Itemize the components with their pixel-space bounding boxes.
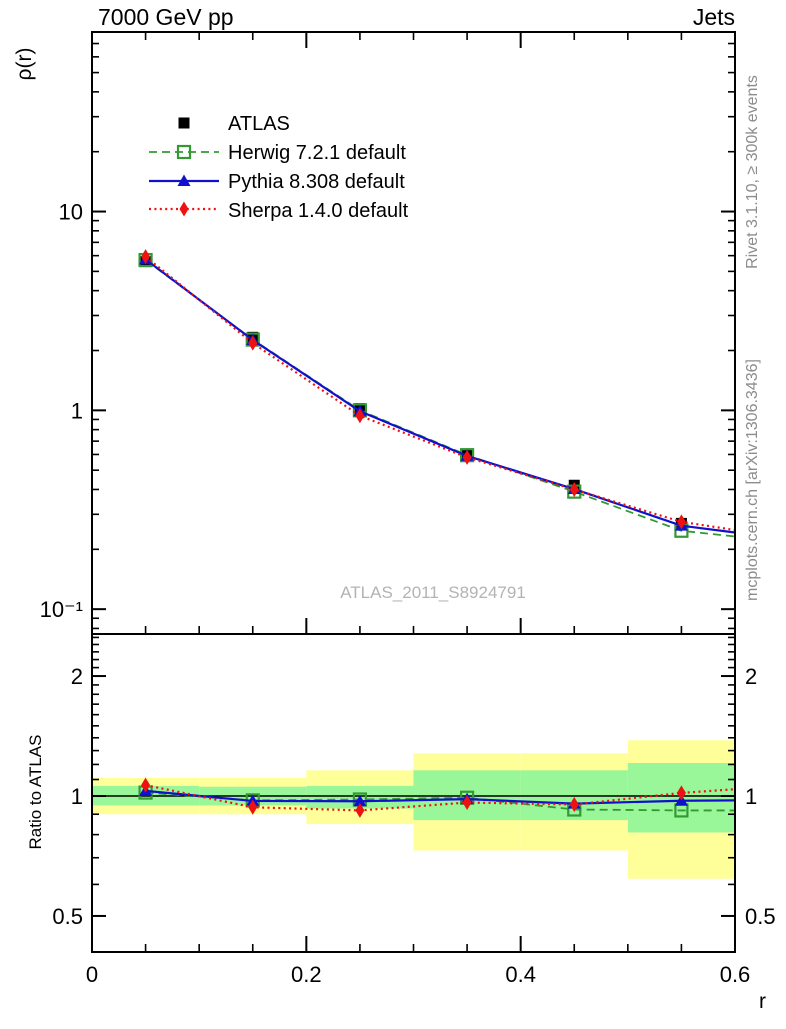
legend-marker-sample xyxy=(180,202,189,217)
ratio-y-axis-label: Ratio to ATLAS xyxy=(26,734,45,850)
x-tick-label: 0.6 xyxy=(719,962,751,987)
legend-marker-sample xyxy=(179,118,190,129)
main-y-axis-label: ρ(r) xyxy=(13,47,36,81)
main-line xyxy=(146,259,735,532)
x-axis-label: r xyxy=(759,990,766,1013)
main-line xyxy=(146,257,735,530)
ratio-y-tick-label-right: 0.5 xyxy=(745,903,776,929)
main-y-tick-label: 10 xyxy=(58,199,83,225)
main-series-atlas xyxy=(140,256,687,529)
legend-label-pythia: Pythia 8.308 default xyxy=(228,171,405,193)
main-y-tick-label: 10⁻¹ xyxy=(39,597,83,623)
main-line xyxy=(146,260,735,536)
legend xyxy=(228,113,409,222)
x-tick-label: 0.2 xyxy=(291,962,322,987)
mcplots-arxiv-note: mcplots.cern.ch [arXiv:1306.3436] xyxy=(744,359,761,601)
legend-label-atlas: ATLAS xyxy=(228,113,290,135)
x-tick-label: 0 xyxy=(85,962,99,987)
ratio-y-tick-label-right: 1 xyxy=(745,784,758,810)
x-tick-label: 0.4 xyxy=(505,962,536,987)
main-series-herwig xyxy=(140,254,735,537)
analysis-watermark: ATLAS_2011_S8924791 xyxy=(340,583,526,602)
legend-samples xyxy=(149,118,219,217)
main-series-pythia xyxy=(139,253,735,533)
rivet-version-note: Rivet 3.1.10, ≥ 300k events xyxy=(744,75,761,269)
ratio-y-tick-label-left: 2 xyxy=(70,664,83,690)
ratio-uncertainty-bands xyxy=(92,740,735,878)
legend-label-sherpa: Sherpa 1.4.0 default xyxy=(228,200,409,222)
title-analysis-group: Jets xyxy=(692,4,735,30)
ratio-y-tick-label-left: 1 xyxy=(70,784,83,810)
main-series-sherpa xyxy=(141,249,735,530)
legend-label-herwig: Herwig 7.2.1 default xyxy=(228,142,406,164)
main-y-tick-label: 1 xyxy=(70,398,83,424)
ratio-y-tick-label-left: 0.5 xyxy=(52,903,83,929)
ratio-y-tick-label-right: 2 xyxy=(745,664,758,690)
chart-layer xyxy=(40,32,776,987)
title-beam-energy: 7000 GeV pp xyxy=(98,4,234,30)
